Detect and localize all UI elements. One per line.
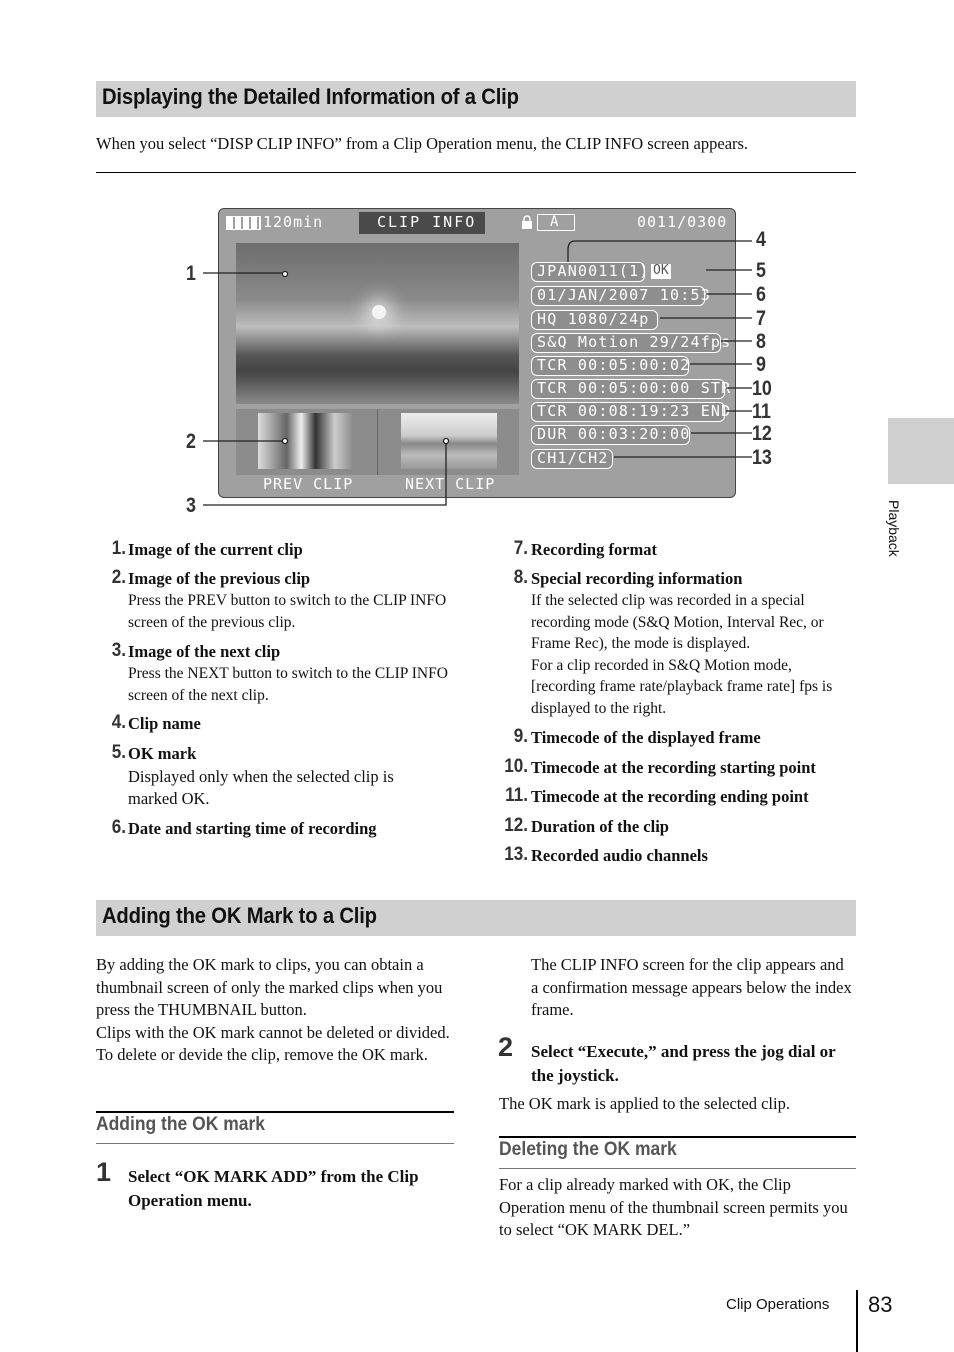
callout-6: 6 bbox=[756, 283, 766, 306]
next-clip-label: NEXT CLIP bbox=[405, 475, 496, 493]
callout-8: 8 bbox=[756, 330, 766, 353]
callout-10: 10 bbox=[752, 377, 772, 400]
callout-lines bbox=[0, 0, 954, 560]
section-title: Adding the OK Mark to a Clip bbox=[102, 903, 377, 928]
callout-7: 7 bbox=[756, 307, 766, 330]
divider bbox=[499, 1136, 856, 1138]
callout-4: 4 bbox=[756, 228, 766, 251]
subheading-deleting-ok-mark: Deleting the OK mark bbox=[499, 1139, 677, 1160]
divider bbox=[499, 1168, 856, 1169]
clip-info-tab: CLIP INFO bbox=[359, 212, 485, 234]
chapter-label: Playback bbox=[886, 500, 902, 557]
battery-time: 120min bbox=[263, 213, 324, 231]
callout-9: 9 bbox=[756, 353, 766, 376]
clip-counter: 0011/0300 bbox=[637, 213, 728, 231]
media-slot-icon: A bbox=[537, 214, 575, 231]
step-result: The OK mark is applied to the selected clip. bbox=[499, 1094, 790, 1113]
step-text: Select “Execute,” and press the jog dial or the joystick. bbox=[531, 1042, 836, 1085]
step-text: Select “OK MARK ADD” from the Clip Operation menu. bbox=[128, 1167, 419, 1210]
callout-1: 1 bbox=[186, 262, 196, 285]
callout-11: 11 bbox=[752, 400, 771, 423]
subheading-adding-ok-mark: Adding the OK mark bbox=[96, 1114, 265, 1135]
special-rec-field: S&Q Motion 29/24fps bbox=[531, 333, 721, 353]
callout-5: 5 bbox=[756, 259, 766, 282]
page-number: 83 bbox=[868, 1292, 893, 1317]
callout-12: 12 bbox=[752, 422, 772, 445]
timecode-current-field: TCR 00:05:00:02 bbox=[531, 356, 689, 376]
section-heading-ok-mark bbox=[96, 900, 856, 936]
ok-mark-badge: OK bbox=[651, 264, 671, 279]
callout-3: 3 bbox=[186, 494, 196, 517]
clip-name-field: JPAN0011(1) bbox=[531, 262, 645, 282]
divider bbox=[96, 1143, 454, 1144]
step-number: 1 bbox=[96, 1157, 112, 1187]
callout-13: 13 bbox=[752, 446, 772, 469]
timecode-start-field: TCR 00:05:00:00 STR bbox=[531, 379, 725, 399]
prev-clip-label: PREV CLIP bbox=[263, 475, 354, 493]
date-field: 01/JAN/2007 10:53 bbox=[531, 286, 705, 306]
ok-mark-intro: By adding the OK mark to clips, you can obtain a thumbnail screen of only the marked clips when you press the THUMBNAIL button. Clips with the OK mark cannot be deleted or divided. To delete or devide the clip, remove the OK mark. bbox=[96, 955, 450, 1064]
footer-section: Clip Operations bbox=[726, 1296, 830, 1313]
section-title: Displaying the Detailed Information of a Clip bbox=[102, 84, 519, 109]
format-field: HQ 1080/24p bbox=[531, 310, 658, 330]
divider bbox=[96, 1111, 454, 1113]
step-result: The CLIP INFO screen for the clip appears and a confirmation message appears below the index frame. bbox=[531, 955, 852, 1019]
intro-text: When you select “DISP CLIP INFO” from a Clip Operation menu, the CLIP INFO screen appears. bbox=[96, 134, 749, 153]
timecode-end-field: TCR 00:08:19:23 END bbox=[531, 402, 725, 422]
step-number: 2 bbox=[498, 1032, 514, 1062]
duration-field: DUR 00:03:20:00 bbox=[531, 425, 690, 445]
callout-2: 2 bbox=[186, 430, 196, 453]
footer-divider bbox=[856, 1290, 858, 1352]
channels-field: CH1/CH2 bbox=[531, 449, 613, 469]
deleting-text: For a clip already marked with OK, the Clip Operation menu of the thumbnail screen permits you to select “OK MARK DEL.” bbox=[499, 1175, 848, 1239]
